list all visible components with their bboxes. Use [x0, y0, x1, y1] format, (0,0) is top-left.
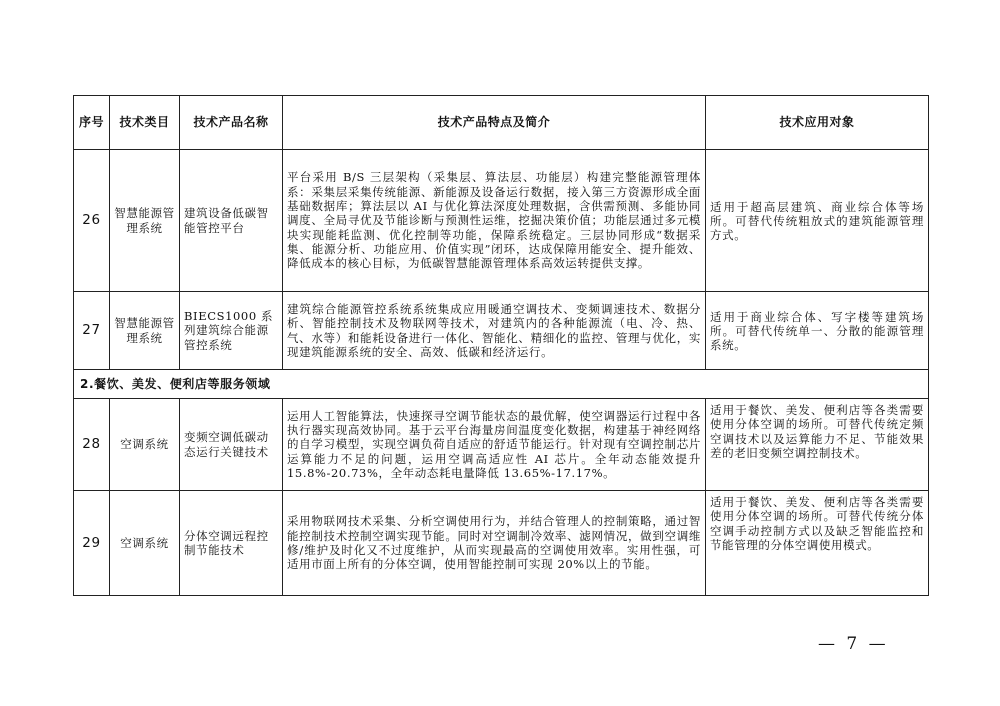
table-header-row [74, 96, 929, 150]
row-desc: 建筑综合能源管控系统系统集成应用暖通空调技术、变频调速技术、数据分析、智能控制技术及物联网等技术，对建筑内的各种能源流（电、冷、热、气、水等）和能耗设备进行一体化、智能化、精细化的监控、管理与优化，实现建筑能源系统的安全、高效、低碳和经济运行。 [283, 292, 706, 370]
row-name: 分体空调远程控制节能技术 [180, 491, 283, 596]
header-name: 技术产品名称 [180, 96, 283, 150]
row-category: 空调系统 [110, 399, 180, 491]
header-target: 技术应用对象 [706, 96, 929, 150]
row-no: 29 [74, 491, 110, 596]
row-target: 适用于商业综合体、写字楼等建筑场所。可替代传统单一、分散的能源管理系统。 [706, 292, 929, 370]
section-title: 2.餐饮、美发、便利店等服务领域 [74, 370, 929, 399]
table-row [74, 491, 929, 596]
table-row [74, 292, 929, 370]
table-row [74, 150, 929, 292]
row-category: 智慧能源管理系统 [110, 292, 180, 370]
row-no: 27 [74, 292, 110, 370]
table-row [74, 399, 929, 491]
section-row [74, 370, 929, 399]
row-desc: 采用物联网技术采集、分析空调使用行为，并结合管理人的控制策略，通过智能控制技术控制空调实现节能。同时对空调制冷效率、滤网情况，做到空调维修/维护及时化又不过度维护，从而实现最高的空调使用效率。实用性强，可适用市面上所有的分体空调，使用智能控制可实现 20%以上的节能。 [283, 491, 706, 596]
row-target: 适用于餐饮、美发、便利店等各类需要使用分体空调的场所。可替代传统定频空调技术以及运算能力不足、节能效果差的老旧变频空调控制技术。 [706, 399, 929, 491]
technology-table [73, 95, 929, 596]
row-desc: 运用人工智能算法，快速探寻空调节能状态的最优解，使空调器运行过程中各执行器实现高效协同。基于云平台海量房间温度变化数据，构建基于神经网络的自学习模型，实现空调负荷自适应的舒适节能运行。针对现有空调控制芯片运算能力不足的问题，运用空调高适应性 AI 芯片。全年动态能效提升 15.8%-20.73%，全年动态耗电量降低 13.65%-17.17%。 [283, 399, 706, 491]
row-no: 26 [74, 150, 110, 292]
row-name: 变频空调低碳动态运行关键技术 [180, 399, 283, 491]
row-target: 适用于餐饮、美发、便利店等各类需要使用分体空调的场所。可替代传统分体空调手动控制方式以及缺乏智能监控和节能管理的分体空调使用模式。 [706, 491, 929, 596]
row-name: BIECS1000 系列建筑综合能源管控系统 [180, 292, 283, 370]
row-desc: 平台采用 B/S 三层架构（采集层、算法层、功能层）构建完整能源管理体系：采集层采集传统能源、新能源及设备运行数据，接入第三方资源形成全面基础数据库；算法层以 AI 与优化算法深度处理数据，含供需预测、多能协同调度、全局寻优及节能诊断与预测性运维，挖掘决策价值；功能层通过多元模块实现能耗监测、优化控制等功能，保障系统稳定。三层协同形成“数据采集、能源分析、功能应用、价值实现”闭环，达成保障用能安全、提升能效、降低成本的核心目标，为低碳智慧能源管理体系高效运转提供支撑。 [283, 150, 706, 292]
header-category: 技术类目 [110, 96, 180, 150]
row-category: 空调系统 [110, 491, 180, 596]
header-no: 序号 [74, 96, 110, 150]
row-category: 智慧能源管理系统 [110, 150, 180, 292]
row-no: 28 [74, 399, 110, 491]
header-desc: 技术产品特点及简介 [283, 96, 706, 150]
row-name: 建筑设备低碳智能管控平台 [180, 150, 283, 292]
row-target: 适用于超高层建筑、商业综合体等场所。可替代传统粗放式的建筑能源管理方式。 [706, 150, 929, 292]
page-number: — 7 — [818, 634, 889, 654]
